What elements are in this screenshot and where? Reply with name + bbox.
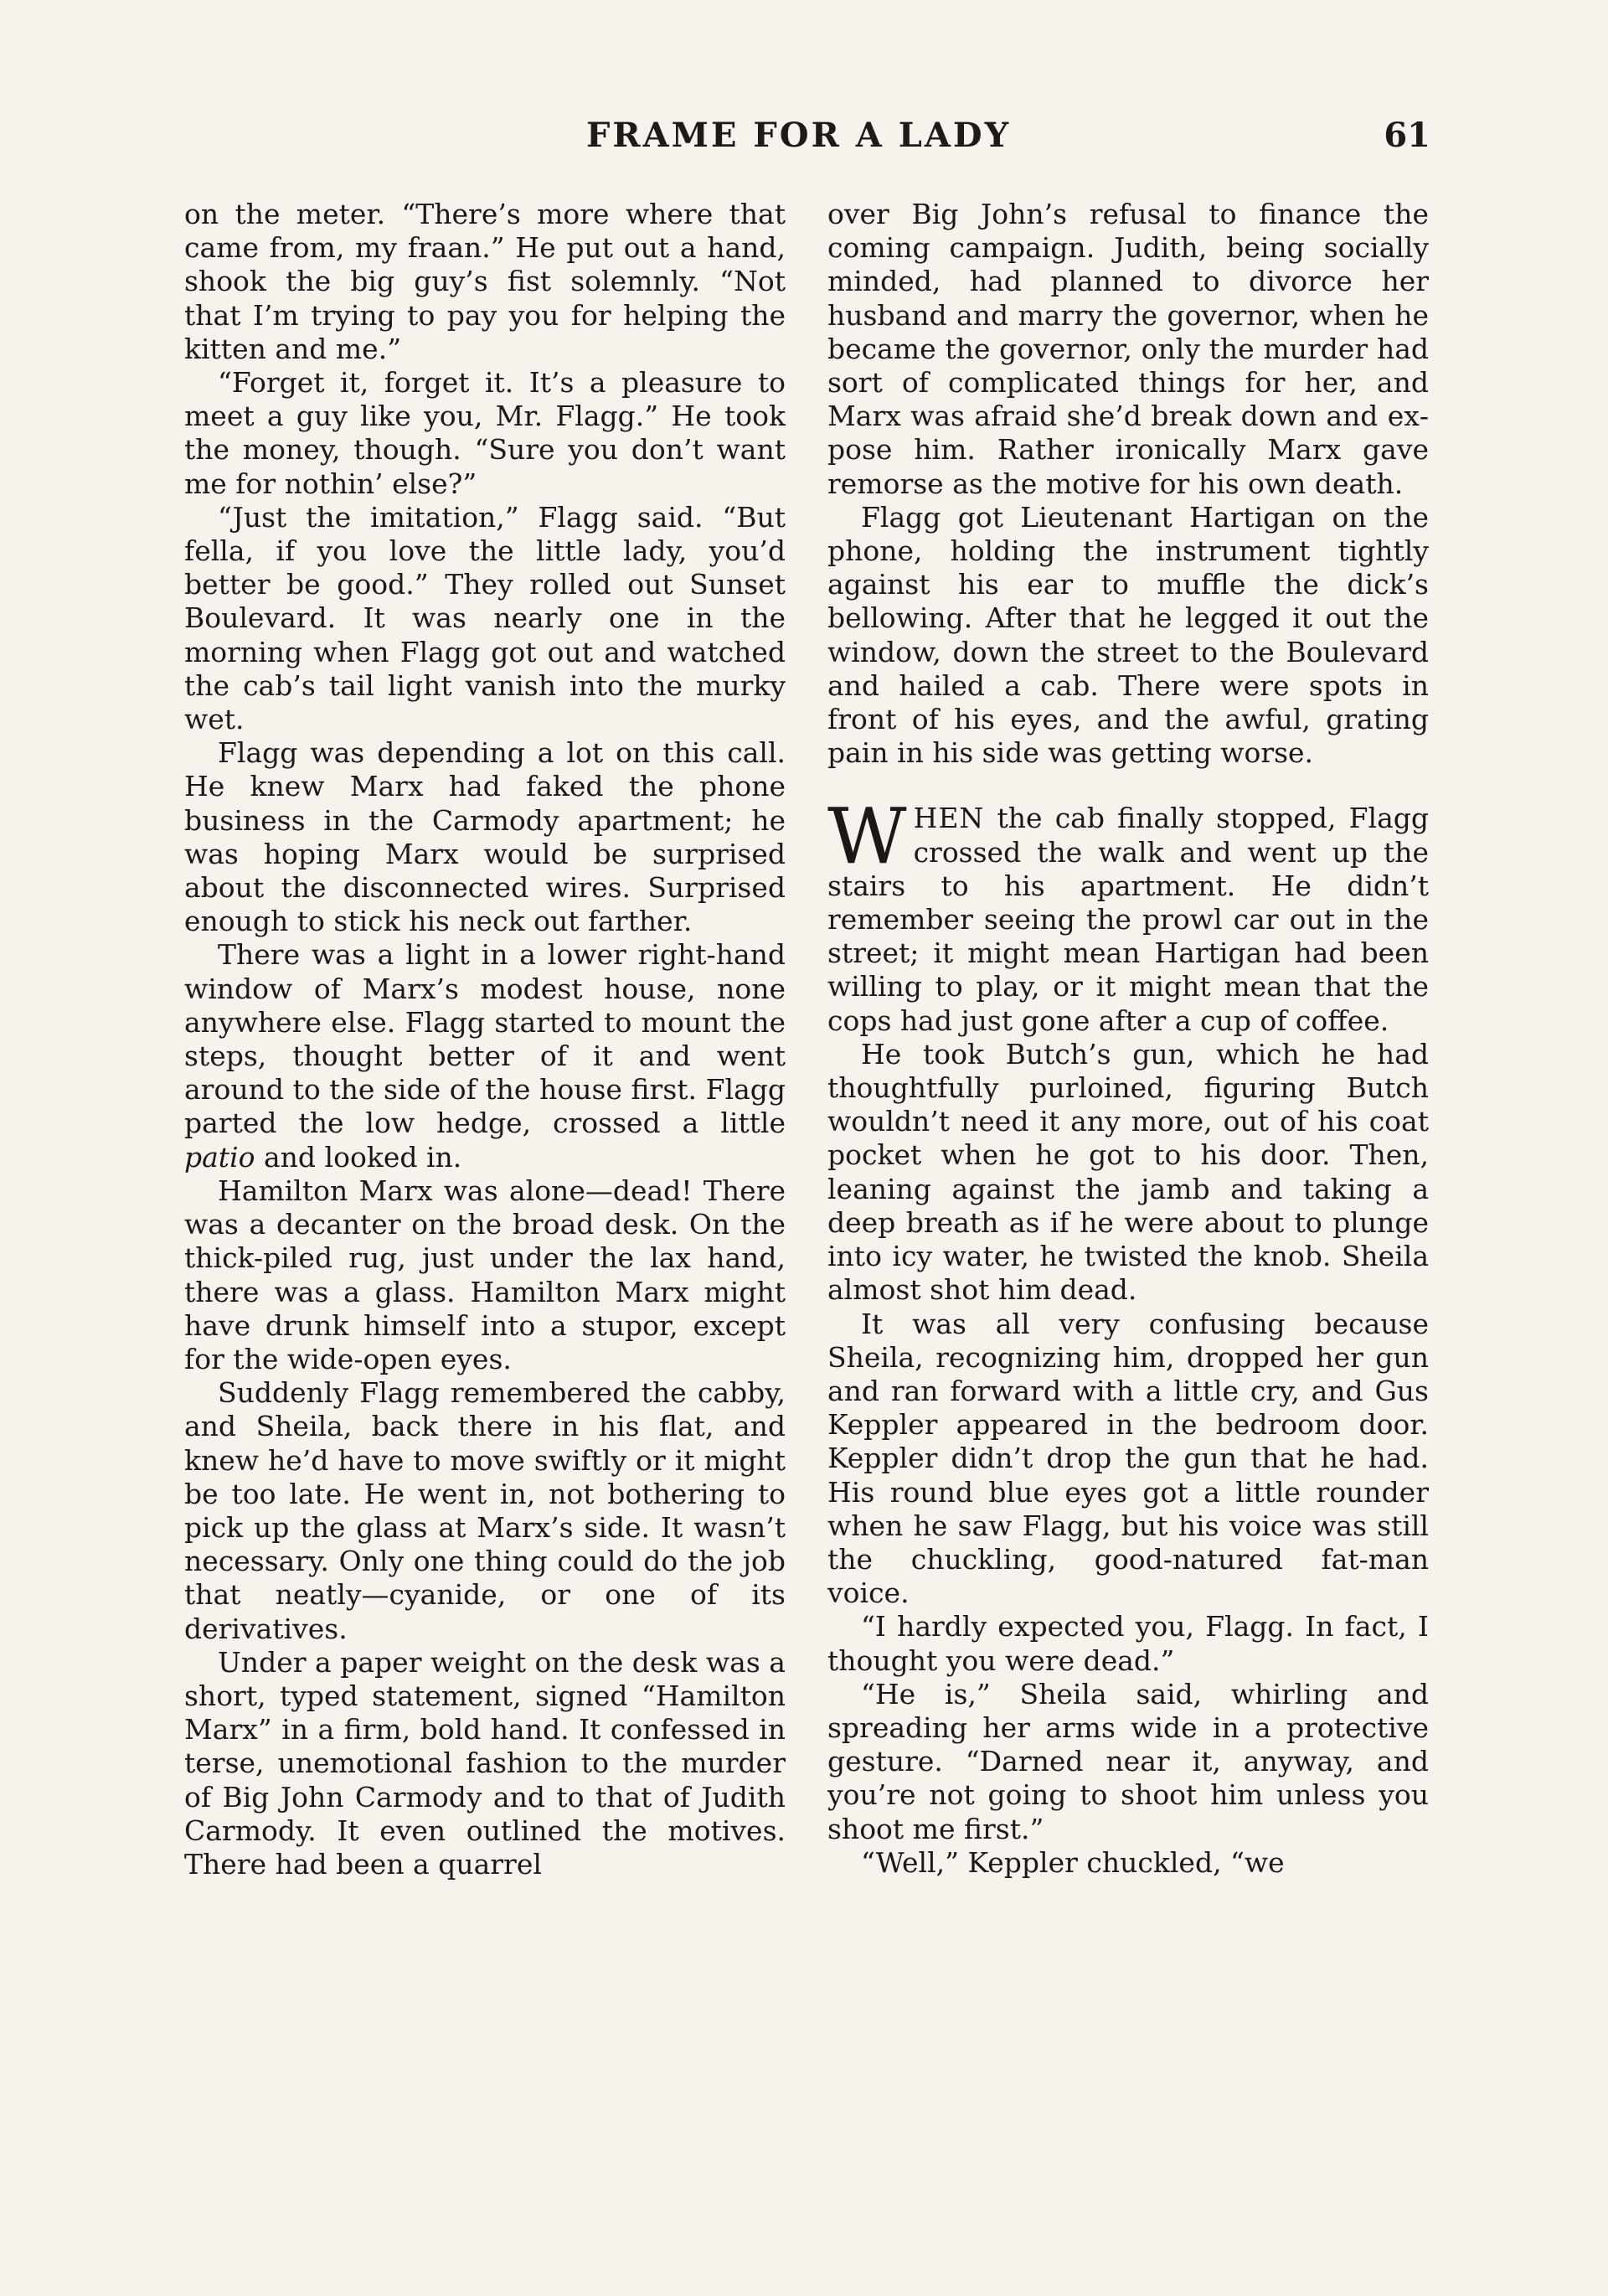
paragraph-text: There was a light in a lower right-hand window of Marx’s modest house, none anywhere else. Flagg started to mount the steps, thought better of it and went around to the side of the house first. Flagg parted the low hedge, crossed a little	[184, 938, 786, 1140]
paragraph: over Big John’s refusal to finance the coming campaign. Judith, being socially minded, had planned to divorce her husband and marry the governor, when he became the governor, only the murder had sort of complicated things for her, and Marx was afraid she’d break down and expose him. Rather ironically Marx gave remorse as the motive for his own death.	[827, 198, 1429, 500]
paragraph: Hamilton Marx was alone—dead! There was a decanter on the broad desk. On the thick-piled rug, just under the lax hand, there was a glass. Hamilton Marx might have drunk himself into a stupor, except for the wide-open eyes.	[184, 1174, 786, 1375]
paragraph: Flagg got Lieutenant Hartigan on the phone, holding the instrument tightly against his ear to muffle the dick’s bellowing. After that he legged it out the window, down the street to the Boulevard and hailed a cab. There were spots in front of his eyes, and the awful, grating pain in his side was getting worse.	[827, 500, 1429, 770]
paragraph: on the meter. “There’s more where that came from, my fraan.” He put out a hand, shook the big guy’s fist solemnly. “Not that I’m trying to pay you for helping the kitten and me.”	[184, 198, 786, 365]
left-column	[184, 198, 786, 1881]
paragraph: Under a paper weight on the desk was a short, typed statement, signed “Hamilton Marx” in a firm, bold hand. It confessed in terse, unemotional fashion to the murder of Big John Carmody and to that of Judith Carmody. It even outlined the motives. There had been a quarrel	[184, 1645, 786, 1881]
section-opening-paragraph	[827, 792, 1429, 1037]
running-head	[184, 116, 1430, 166]
paragraph: It was all very confusing because Sheila, recognizing him, dropped her gun and ran forward with a little cry, and Gus Keppler appeared in the bedroom door. Keppler didn’t drop the gun that he had. His round blue eyes got a little rounder when he saw Flagg, but his voice was still the chuckling, good-natured fat-man voice.	[827, 1307, 1429, 1610]
italic-word: patio	[184, 1140, 255, 1174]
small-caps-lead: HEN	[913, 802, 985, 835]
paragraph-text: and looked in.	[263, 1140, 462, 1174]
paragraph: He took Butch’s gun, which he had thoughtfully purloined, figuring Butch wouldn’t need it any more, out of his coat pocket when he got to his door. Then, leaning against the jamb and taking a deep breath as if he were about to plunge into icy water, he twisted the knob. Sheila almost shot him dead.	[827, 1037, 1429, 1307]
drop-cap: W	[827, 792, 907, 882]
paragraph: “He is,” Sheila said, whirling and spreading her arms wide in a protective gesture. “Darned near it, anyway, and you’re not going to shoot him unless you shoot me first.”	[827, 1677, 1429, 1845]
paragraph: “Just the imitation,” Flagg said. “But fella, if you love the little lady, you’d better be good.” They rolled out Sunset Boulevard. It was nearly one in the morning when Flagg got out and watched the cab’s tail light vanish into the murky wet.	[184, 500, 786, 736]
paragraph: “Well,” Keppler chuckled, “we	[861, 1845, 1285, 1879]
paragraph: Suddenly Flagg remembered the cabby, and Sheila, back there in his flat, and knew he’d have to move swiftly or it might be too late. He went in, not bothering to pick up the glass at Marx’s side. It wasn’t necessary. Only one thing could do the job that neatly—cyanide, or one of its derivatives.	[184, 1376, 786, 1645]
paragraph: Flagg was depending a lot on this call. He knew Marx had faked the phone business in the Carmody apartment; he was hoping Marx would be surprised about the disconnected wires. Surprised enough to stick his neck out farther.	[184, 736, 786, 938]
paragraph-with-italic	[184, 938, 786, 1174]
right-column	[827, 198, 1429, 1880]
paragraph-text: the cab finally stopped, Flagg crossed the walk and went up the stairs to his apartment. He didn’t remember seeing the prowl car out in the street; it might mean Hartigan had been willing to play, or it might mean that the cops had just gone after a cup of coffee.	[827, 802, 1429, 1037]
paragraph: “Forget it, forget it. It’s a pleasure to meet a guy like you, Mr. Flagg.” He took the money, though. “Sure you don’t want me for nothin’ else?”	[184, 366, 786, 500]
paragraph: “I hardly expected you, Flagg. In fact, I thought you were dead.”	[827, 1610, 1429, 1677]
page-number: 61	[1384, 116, 1430, 155]
running-title: FRAME FOR A LADY	[586, 116, 1012, 155]
